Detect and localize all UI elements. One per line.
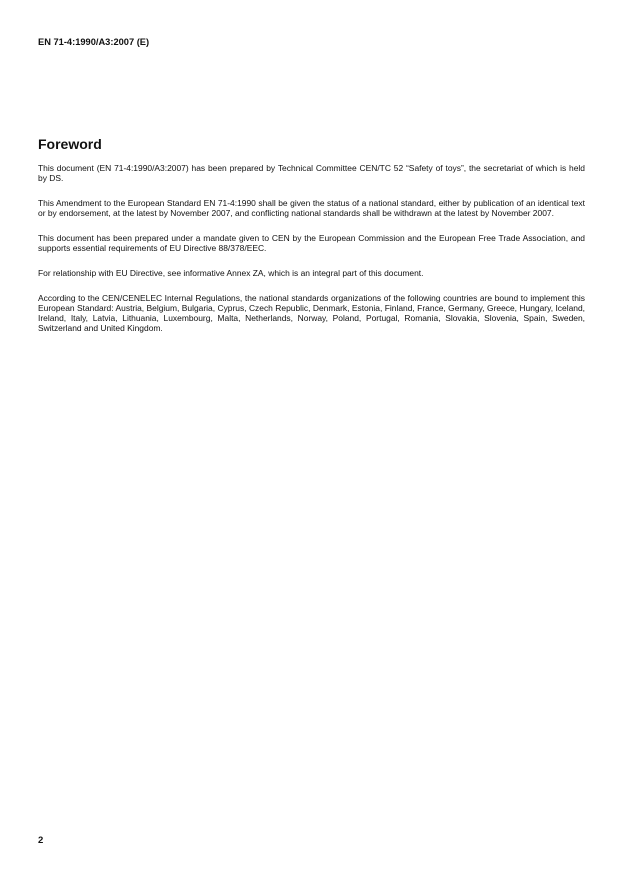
paragraph: This Amendment to the European Standard EN 71-4:1990 shall be given the status of a national standard, either by publication of an identical text or by endorsement, at the latest by November 2007, and conflicting national standards shall be withdrawn at the latest by November 2007. xyxy=(38,198,585,218)
section-title: Foreword xyxy=(38,136,102,152)
page-number: 2 xyxy=(38,835,44,846)
foreword-body xyxy=(38,163,585,348)
paragraph: For relationship with EU Directive, see informative Annex ZA, which is an integral part of this document. xyxy=(38,268,424,278)
paragraph: According to the CEN/CENELEC Internal Regulations, the national standards organizations of the following countries are bound to implement this European Standard: Austria, Belgium, Bulgaria, Cyprus, Czech Republic, Denmark, Estonia, Finland, France, Germany, Greece, Hungary, Iceland, Ireland, Italy, Latvia, Lithuania, Luxembourg, Malta, Netherlands, Norway, Poland, Portugal, Romania, Slovakia, Slovenia, Spain, Sweden, Switzerland and United Kingdom. xyxy=(38,293,585,333)
document-header: EN 71-4:1990/A3:2007 (E) xyxy=(38,37,150,47)
paragraph: This document has been prepared under a mandate given to CEN by the European Commission and the European Free Trade Association, and supports essential requirements of EU Directive 88/378/EEC. xyxy=(38,233,585,253)
paragraph: This document (EN 71-4:1990/A3:2007) has been prepared by Technical Committee CEN/TC 52 “Safety of toys”, the secretariat of which is held by DS. xyxy=(38,163,585,183)
